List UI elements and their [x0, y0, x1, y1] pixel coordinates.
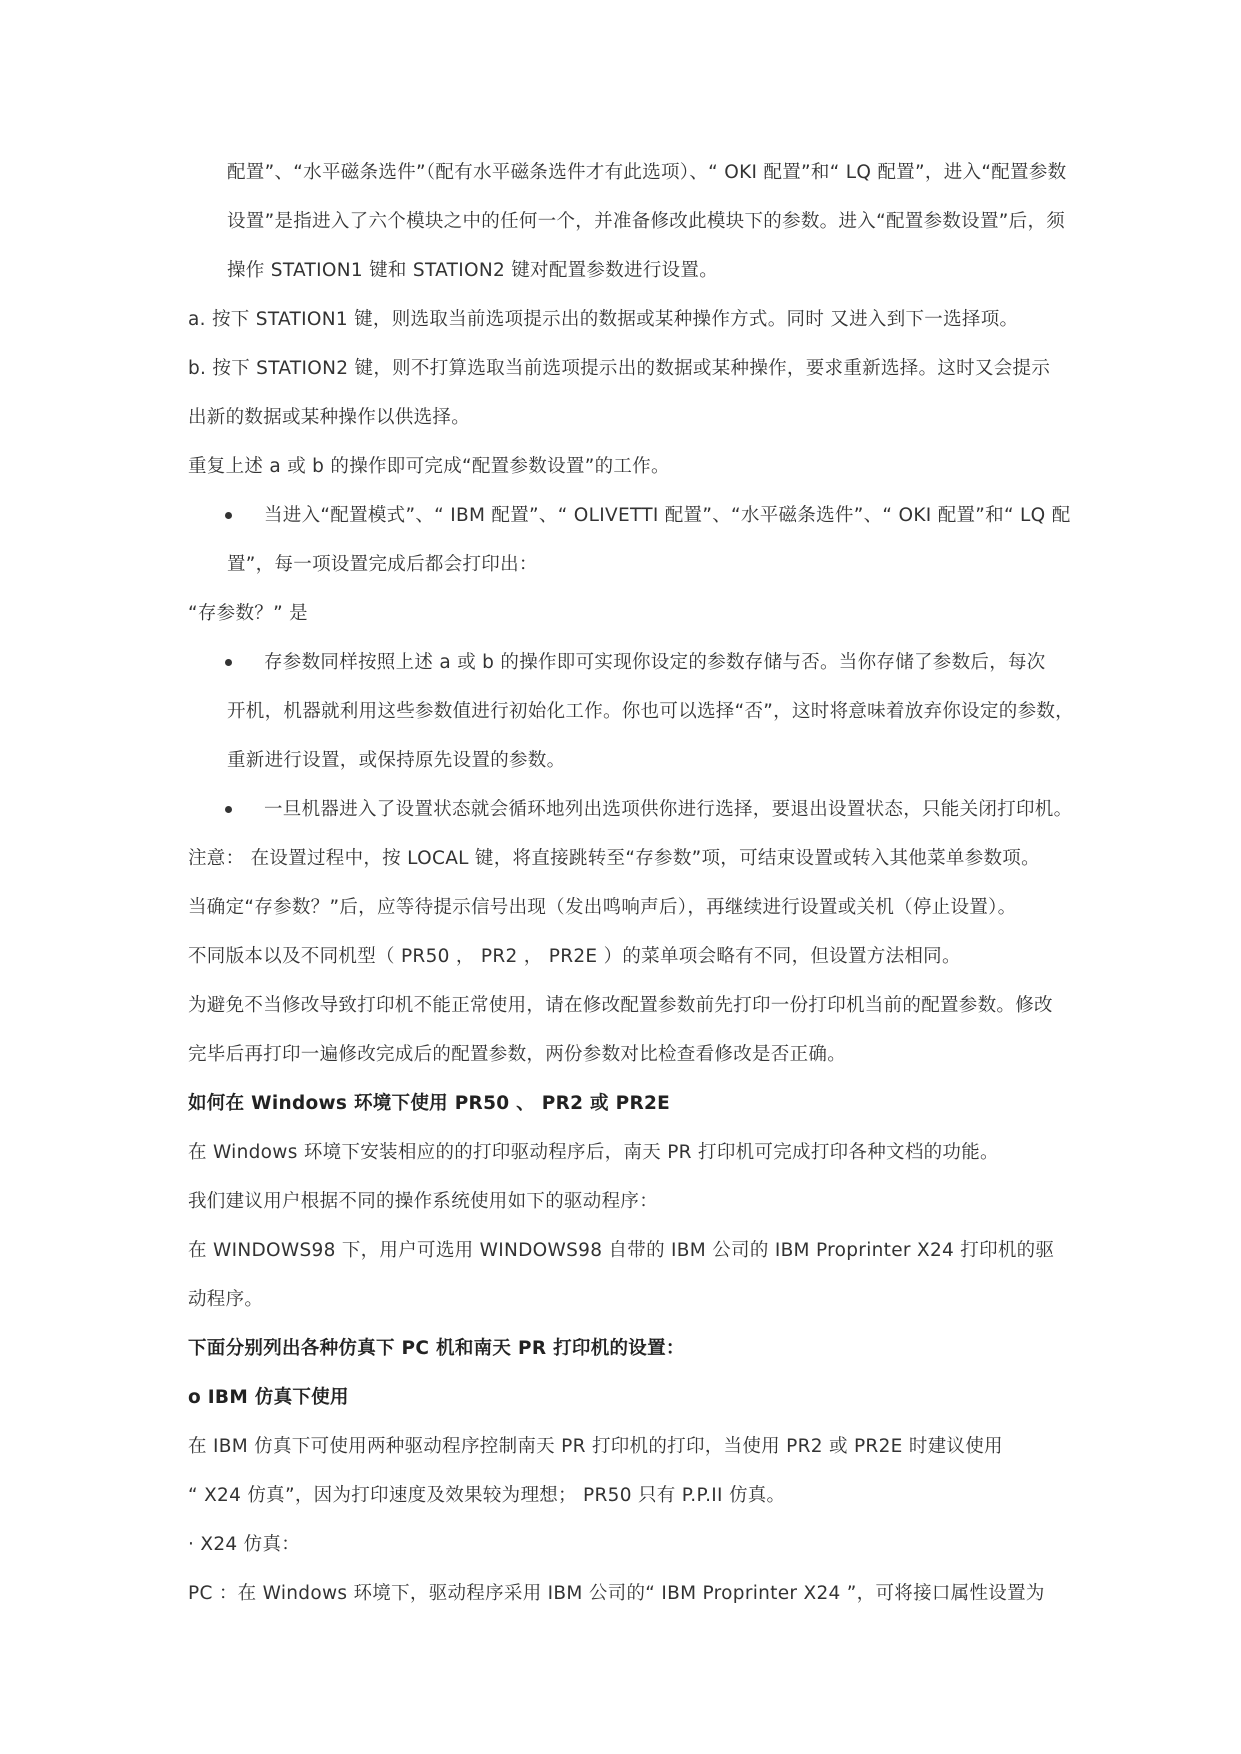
paragraph-line: 操作 STATION1 键和 STATION2 键对配置参数进行设置。 [227, 260, 719, 281]
paragraph-line: 设置”是指进入了六个模块之中的任何一个，并准备修改此模块下的参数。进入“配置参数设置”后，须 [227, 211, 1066, 232]
bullet-dot [225, 512, 232, 519]
paragraph-line: 动程序。 [188, 1289, 264, 1310]
paragraph-line: 在 Windows 环境下安装相应的的打印驱动程序后，南天 PR 打印机可完成打印各种文档的功能。 [188, 1142, 999, 1163]
bullet-item-text: 重新进行设置，或保持原先设置的参数。 [227, 750, 566, 771]
paragraph-line: “ X24 仿真”，因为打印速度及效果较为理想； PR50 只有 P.P.II 仿真。 [188, 1485, 786, 1506]
paragraph-line: 为避免不当修改导致打印机不能正常使用，请在修改配置参数前先打印一份打印机当前的配置参数。修改 [188, 995, 1053, 1016]
paragraph-line: 不同版本以及不同机型（ PR50 ， PR2 ， PR2E ）的菜单项会略有不同，但设置方法相同。 [188, 946, 961, 967]
bullet-dot [225, 659, 232, 666]
section-heading: 如何在 Windows 环境下使用 PR50 、 PR2 或 PR2E [188, 1093, 671, 1114]
paragraph-line: 我们建议用户根据不同的操作系统使用如下的驱动程序： [188, 1191, 659, 1212]
bullet-item-text: 置”，每一项设置完成后都会打印出： [227, 554, 538, 575]
save-prompt-line: “存参数？” 是 [188, 603, 308, 624]
note-line: 注意： 在设置过程中，按 LOCAL 键，将直接跳转至“存参数”项，可结束设置或转入其他菜单参数项。 [188, 848, 1040, 869]
paragraph-line: · X24 仿真： [188, 1534, 301, 1555]
subsection-heading: o IBM 仿真下使用 [188, 1387, 349, 1408]
bullet-item-text: 开机，机器就利用这些参数值进行初始化工作。你也可以选择“否”，这时将意味着放弃你设定的参数， [227, 701, 1074, 722]
bullet-item-text: 当进入“配置模式”、“ IBM 配置”、“ OLIVETTI 配置”、“水平磁条选件”、“ OKI 配置”和“ LQ 配 [264, 505, 1071, 526]
paragraph-line: 配置”、“水平磁条选件”（配有水平磁条选件才有此选项）、“ OKI 配置”和“ LQ 配置”，进入“配置参数 [227, 162, 1067, 183]
bullet-item-text: 存参数同样按照上述 a 或 b 的操作即可实现你设定的参数存储与否。当你存储了参数后，每次 [264, 652, 1046, 673]
option-b-line: 出新的数据或某种操作以供选择。 [188, 407, 471, 428]
option-a-line: a. 按下 STATION1 键，则选取当前选项提示出的数据或某种操作方式。同时 又进入到下一选择项。 [188, 309, 1019, 330]
paragraph-line: PC ：在 Windows 环境下，驱动程序采用 IBM 公司的“ IBM Proprinter X24 ”，可将接口属性设置为 [188, 1583, 1045, 1604]
paragraph-line: 当确定“存参数？”后，应等待提示信号出现（发出鸣响声后），再继续进行设置或关机（停止设置）。 [188, 897, 1017, 918]
paragraph-line: 完毕后再打印一遍修改完成后的配置参数，两份参数对比检查看修改是否正确。 [188, 1044, 847, 1065]
option-b-line: b. 按下 STATION2 键，则不打算选取当前选项提示出的数据或某种操作，要求重新选择。这时又会提示 [188, 358, 1051, 379]
bullet-item-text: 一旦机器进入了设置状态就会循环地列出选项供你进行选择，要退出设置状态，只能关闭打印机。 [264, 799, 1073, 820]
paragraph-line: 在 IBM 仿真下可使用两种驱动程序控制南天 PR 打印机的打印，当使用 PR2 或 PR2E 时建议使用 [188, 1436, 1003, 1457]
bullet-dot [225, 806, 232, 813]
paragraph-line: 重复上述 a 或 b 的操作即可完成“配置参数设置”的工作。 [188, 456, 670, 477]
paragraph-line: 在 WINDOWS98 下，用户可选用 WINDOWS98 自带的 IBM 公司的 IBM Proprinter X24 打印机的驱 [188, 1240, 1055, 1261]
section-heading: 下面分别列出各种仿真下 PC 机和南天 PR 打印机的设置： [188, 1338, 685, 1359]
